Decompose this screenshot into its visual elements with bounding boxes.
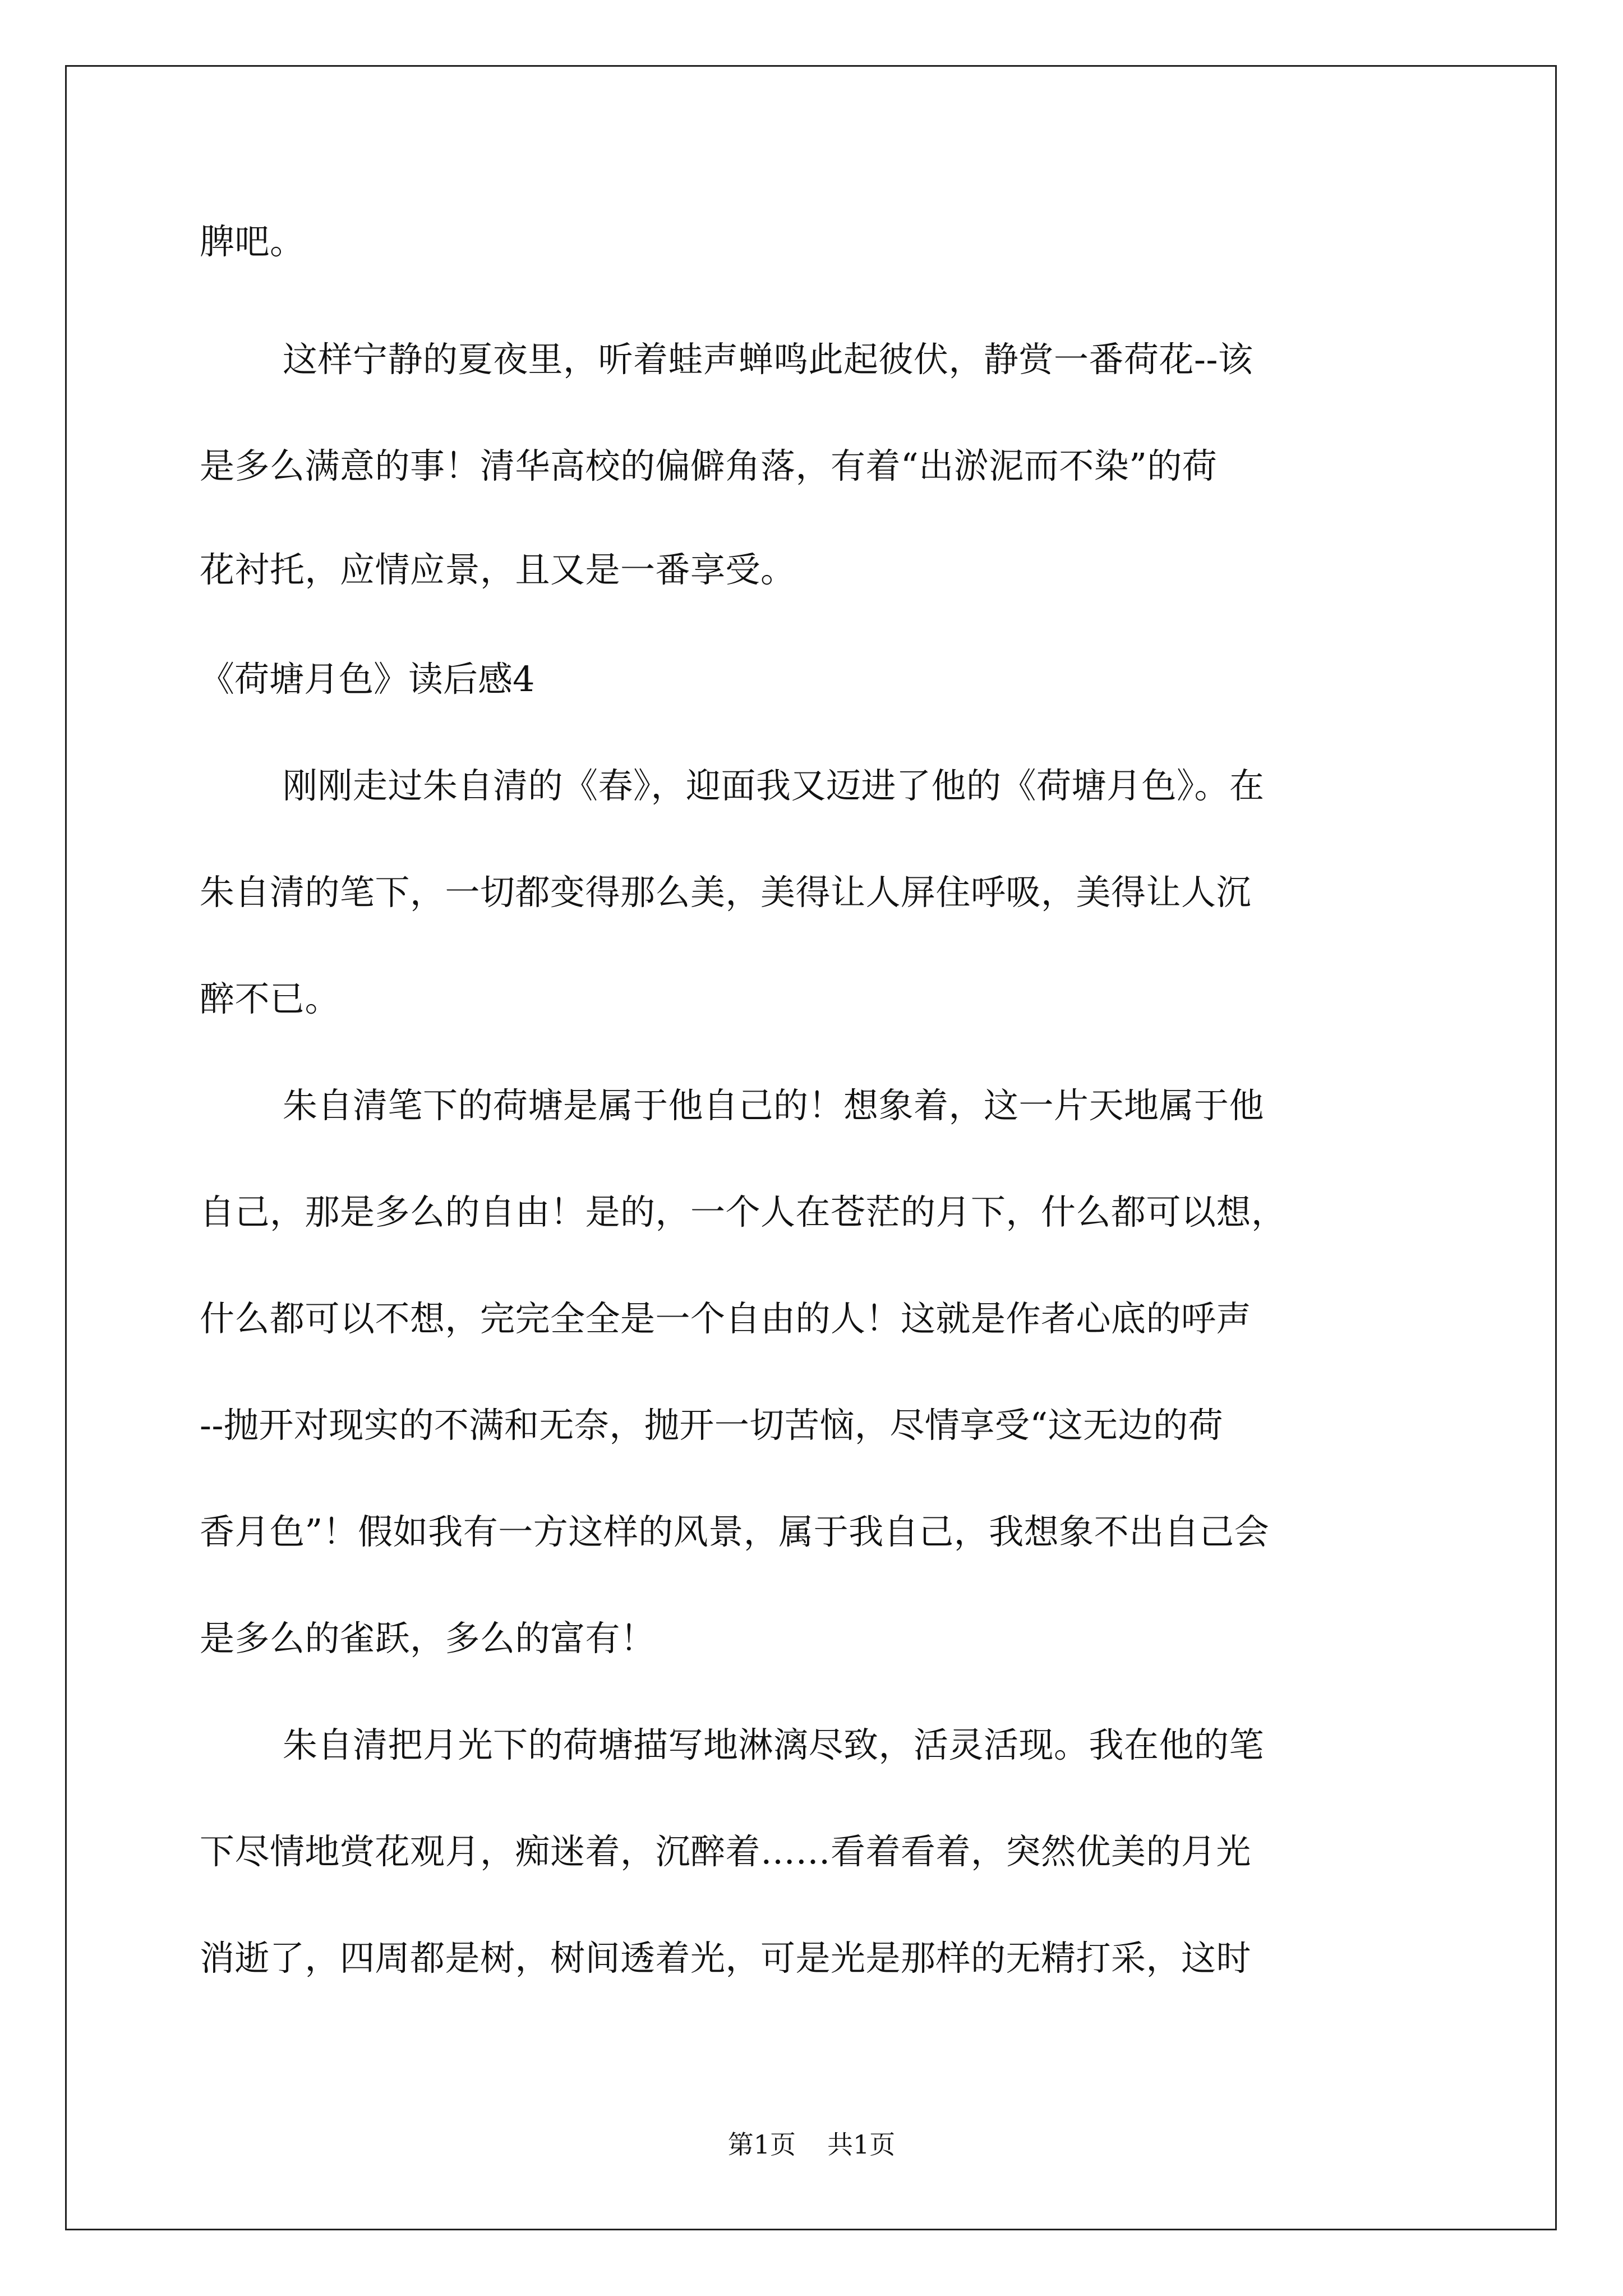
text-line: 醉不已。 [200,978,340,1019]
text-line: 什么都可以不想，完完全全是一个自由的人！这就是作者心底的呼声 [200,1298,1252,1339]
text-line: --抛开对现实的不满和无奈，抛开一切苦恼，尽情享受“这无边的荷 [200,1405,1224,1446]
text-line: 香月色”！假如我有一方这样的风景，属于我自己，我想象不出自己会 [200,1511,1270,1552]
text-line: 自己，那是多么的自由！是的，一个人在苍茫的月下，什么都可以想， [200,1191,1287,1232]
paragraph-first-line: 刚刚走过朱自清的《春》，迎面我又迈进了他的《荷塘月色》。在 [283,765,1265,806]
paragraph-first-line: 这样宁静的夏夜里，听着蛙声蝉鸣此起彼伏，静赏一番荷花--该 [283,339,1253,380]
text-line: 是多么满意的事！清华高校的偏僻角落，有着“出淤泥而不染”的荷 [200,445,1218,486]
text-line: 花衬托，应情应景，且又是一番享受。 [200,549,796,590]
text-line: 消逝了，四周都是树，树间透着光，可是光是那样的无精打采，这时 [200,1938,1252,1978]
text-line: 下尽情地赏花观月，痴迷着，沉醉着……看着看着，突然优美的月光 [200,1831,1252,1872]
text-line: 脾吧。 [200,221,305,262]
section-heading: 《荷塘月色》读后感4 [200,659,535,700]
page-number: 第1页 [727,2129,796,2160]
paragraph-first-line: 朱自清笔下的荷塘是属于他自己的！想象着，这一片天地属于他 [283,1085,1265,1126]
paragraph-first-line: 朱自清把月光下的荷塘描写地淋漓尽致，活灵活现。我在他的笔 [283,1724,1265,1765]
page-border [65,65,1557,2230]
text-line: 是多么的雀跃，多么的富有！ [200,1618,656,1659]
page-footer [0,2129,1623,2160]
text-line: 朱自清的笔下，一切都变得那么美，美得让人屏住呼吸，美得让人沉 [200,872,1252,913]
page-total: 共1页 [827,2129,896,2160]
